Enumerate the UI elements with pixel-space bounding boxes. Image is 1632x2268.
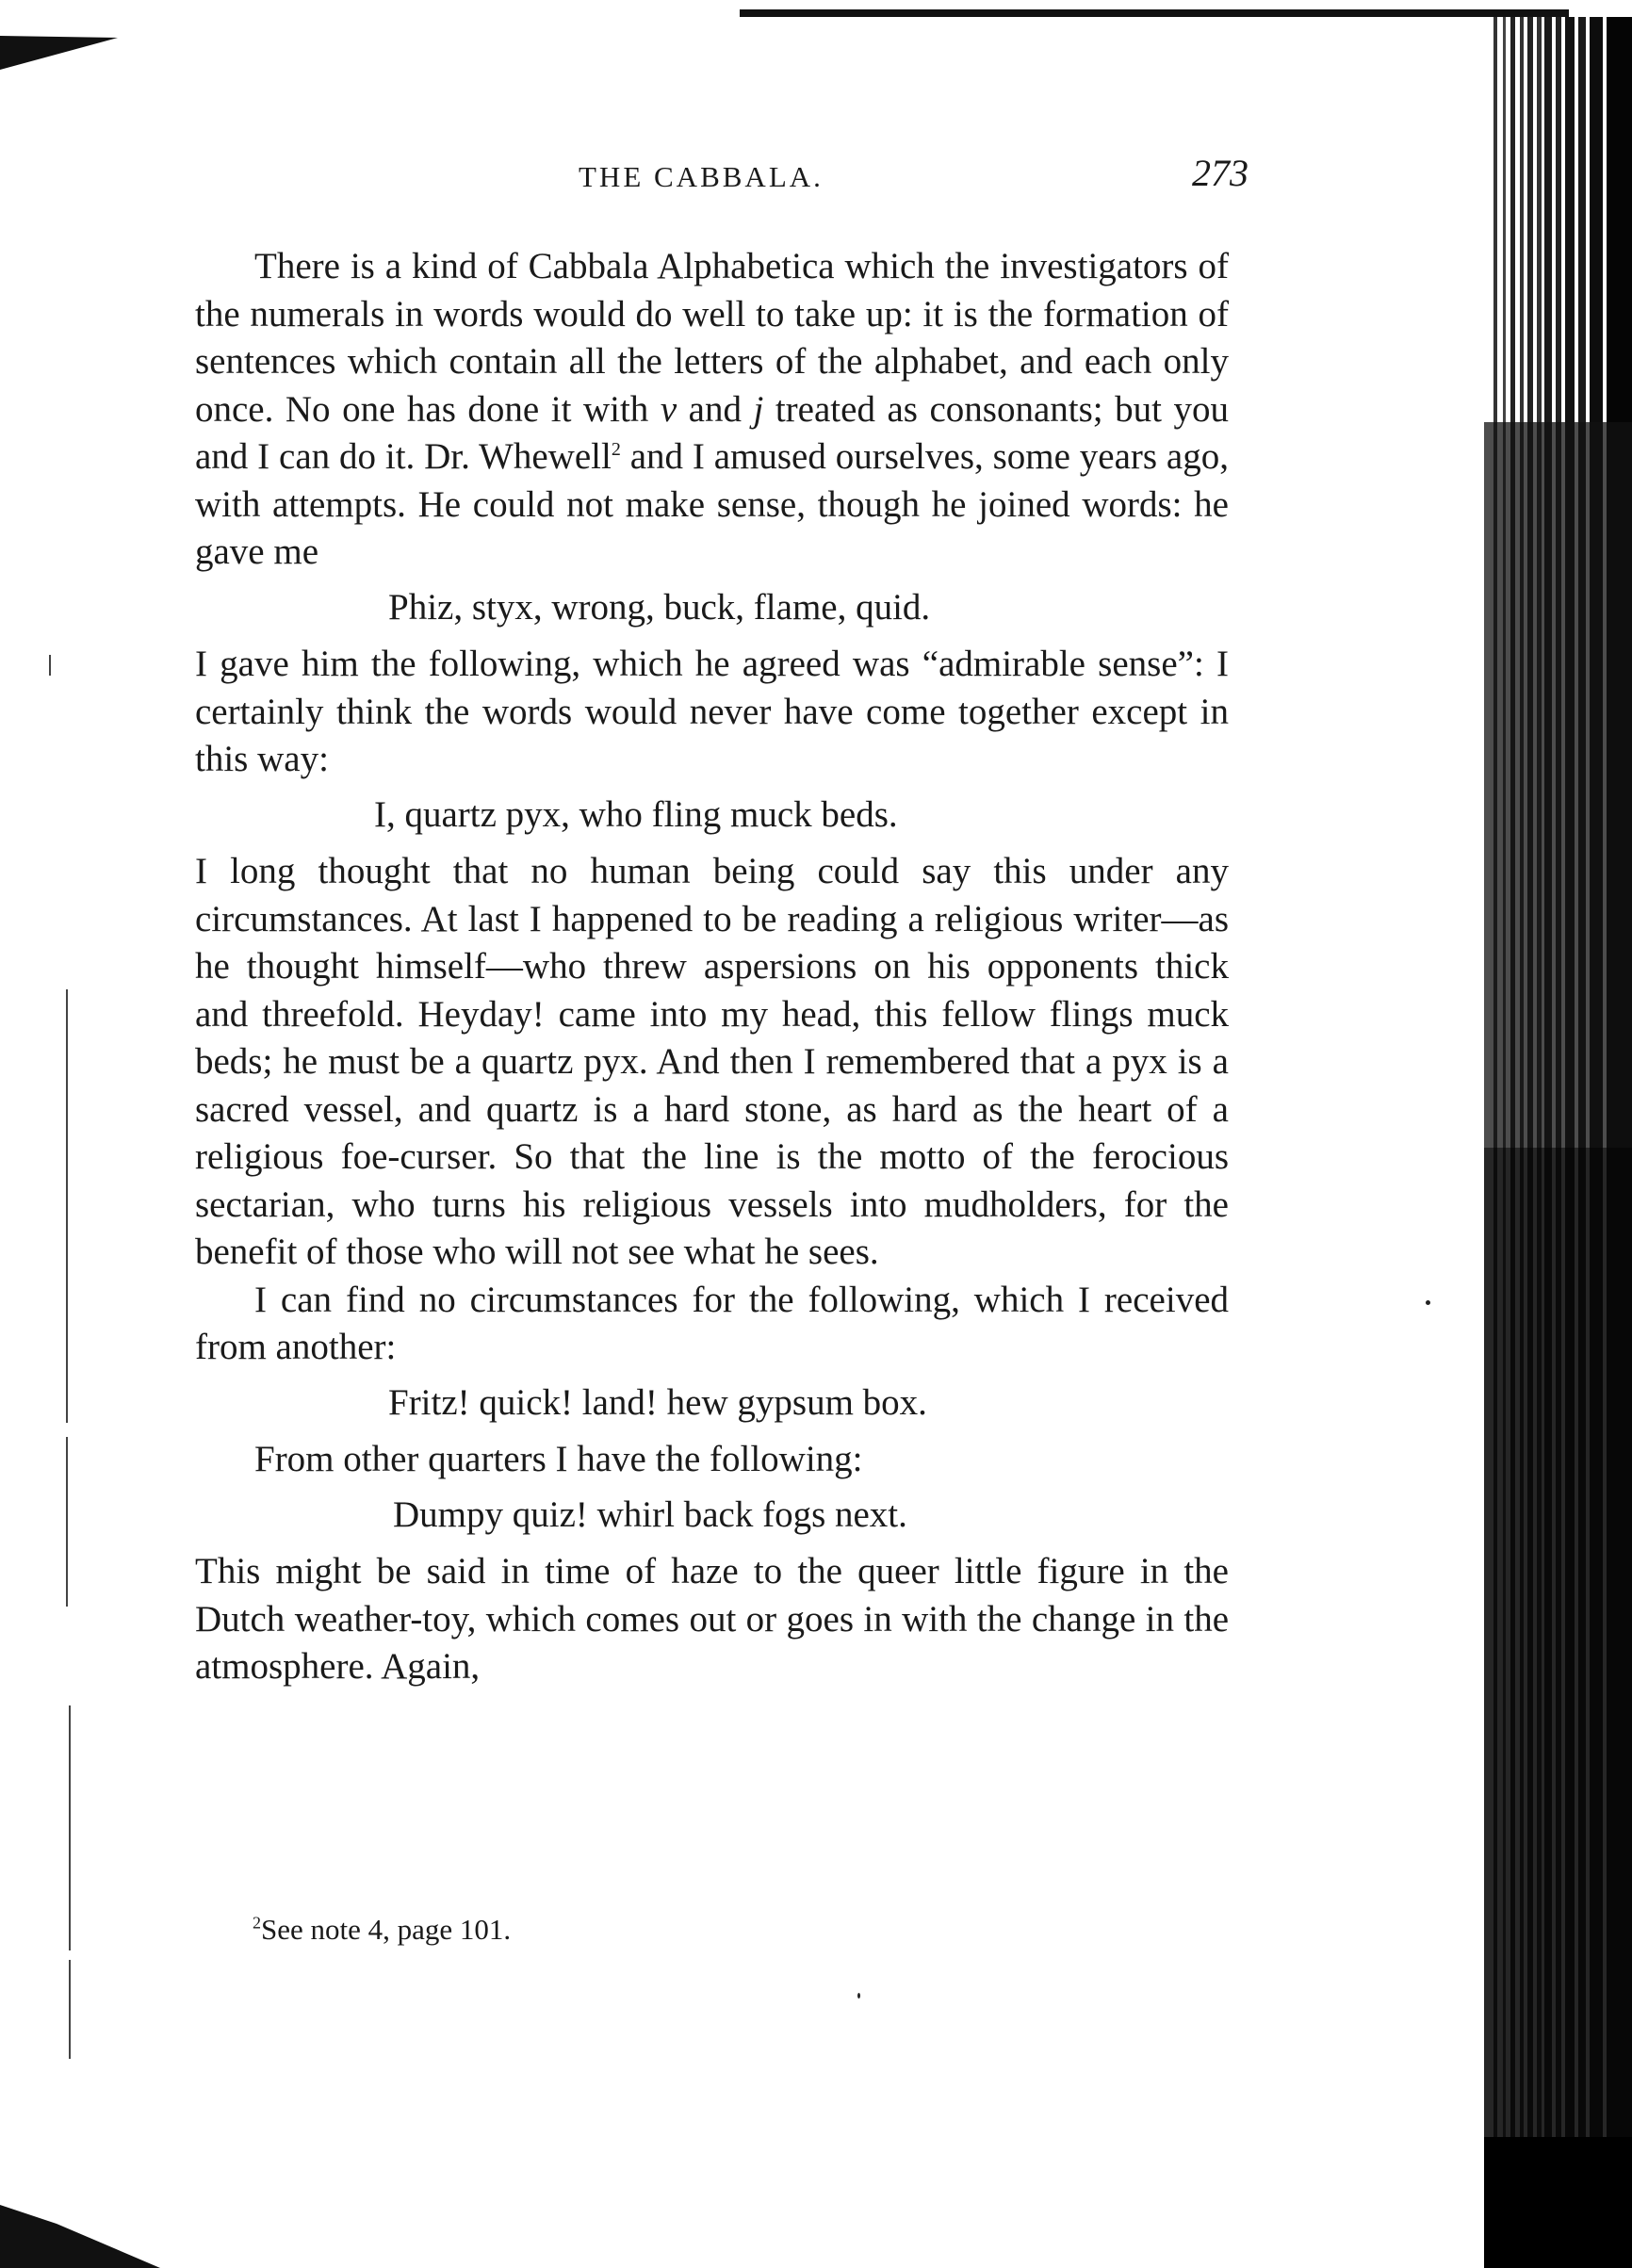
paragraph-1-part: There is a kind of Cabbala Alphabetica which the investigators of the numerals in words would do well to take up: it is the formation of sentences which contain all the letters of the alphabet, and each only once. No one has done it with <box>195 246 1229 430</box>
margin-tick <box>69 1705 71 1950</box>
footnote <box>253 1913 511 1947</box>
paragraph-1-part: and I amused ourselves, some years ago, with attempts. He could not make sense, though he joined words: he gave me <box>195 436 1229 572</box>
footnote-text: See note 4, page 101. <box>261 1913 512 1946</box>
paragraph-4: I can find no circumstances for the following, which I received from another: <box>195 1279 1229 1367</box>
margin-tick <box>69 1960 71 2059</box>
verse-4: Dumpy quiz! whirl back fogs next. <box>393 1493 907 1535</box>
top-rule <box>740 9 1569 17</box>
margin-tick <box>49 655 51 676</box>
paragraph-1 <box>195 243 1229 577</box>
page-marker-arrow-top-icon <box>0 28 122 75</box>
italic-v: v <box>660 388 677 430</box>
paragraph-6: This might be said in time of haze to the queer little figure in the Dutch weather-toy, which comes out or goes in with the change in the atmosphere. Again, <box>195 1551 1229 1687</box>
running-head-title: THE CABBALA. <box>579 160 824 193</box>
footnote-reference: 2 <box>611 439 621 460</box>
footnote-mark: 2 <box>253 1913 261 1933</box>
paragraph-3: I long thought that no human being could say this under any circumstances. At last I happened to be reading a religious writer—as he thought himself—who threw aspersions on his opponents thick and threefold. Heyday! came into my head, this fellow flings muck beds; he must be a quartz pyx. And then I remembered that a pyx is a sacred vessel, and quartz is a hard stone, as hard as the heart of a religious foe-curser. So that the line is the motto of the ferocious sectarian, who turns his religious vessels into mudholders, for the benefit of those who will not see what he sees. <box>195 851 1229 1272</box>
verse-3: Fritz! quick! land! hew gypsum box. <box>388 1381 927 1423</box>
paragraph-1-part: and <box>677 388 754 430</box>
paragraph-1-part: treated as consonants; but you and I can do it. Dr. Whewell <box>195 388 1229 477</box>
paragraph-2: I gave him the following, which he agreed was “admirable sense”: I certainly think the words would never have come together except in this way: <box>195 644 1229 779</box>
speck <box>1426 1300 1430 1305</box>
book-binding-edge <box>1484 17 1632 2268</box>
verse-2: I, quartz pyx, who fling muck beds. <box>374 793 898 835</box>
page-number: 273 <box>1192 152 1248 194</box>
body-text <box>195 243 1229 1691</box>
speck <box>857 1993 860 1999</box>
paragraph-5: From other quarters I have the following: <box>254 1439 863 1479</box>
italic-j: j <box>753 388 764 430</box>
margin-tick <box>66 1437 68 1607</box>
margin-tick <box>66 989 68 1423</box>
page-marker-arrow-bottom-icon <box>0 2205 160 2268</box>
verse-1: Phiz, styx, wrong, buck, flame, quid. <box>388 586 931 628</box>
